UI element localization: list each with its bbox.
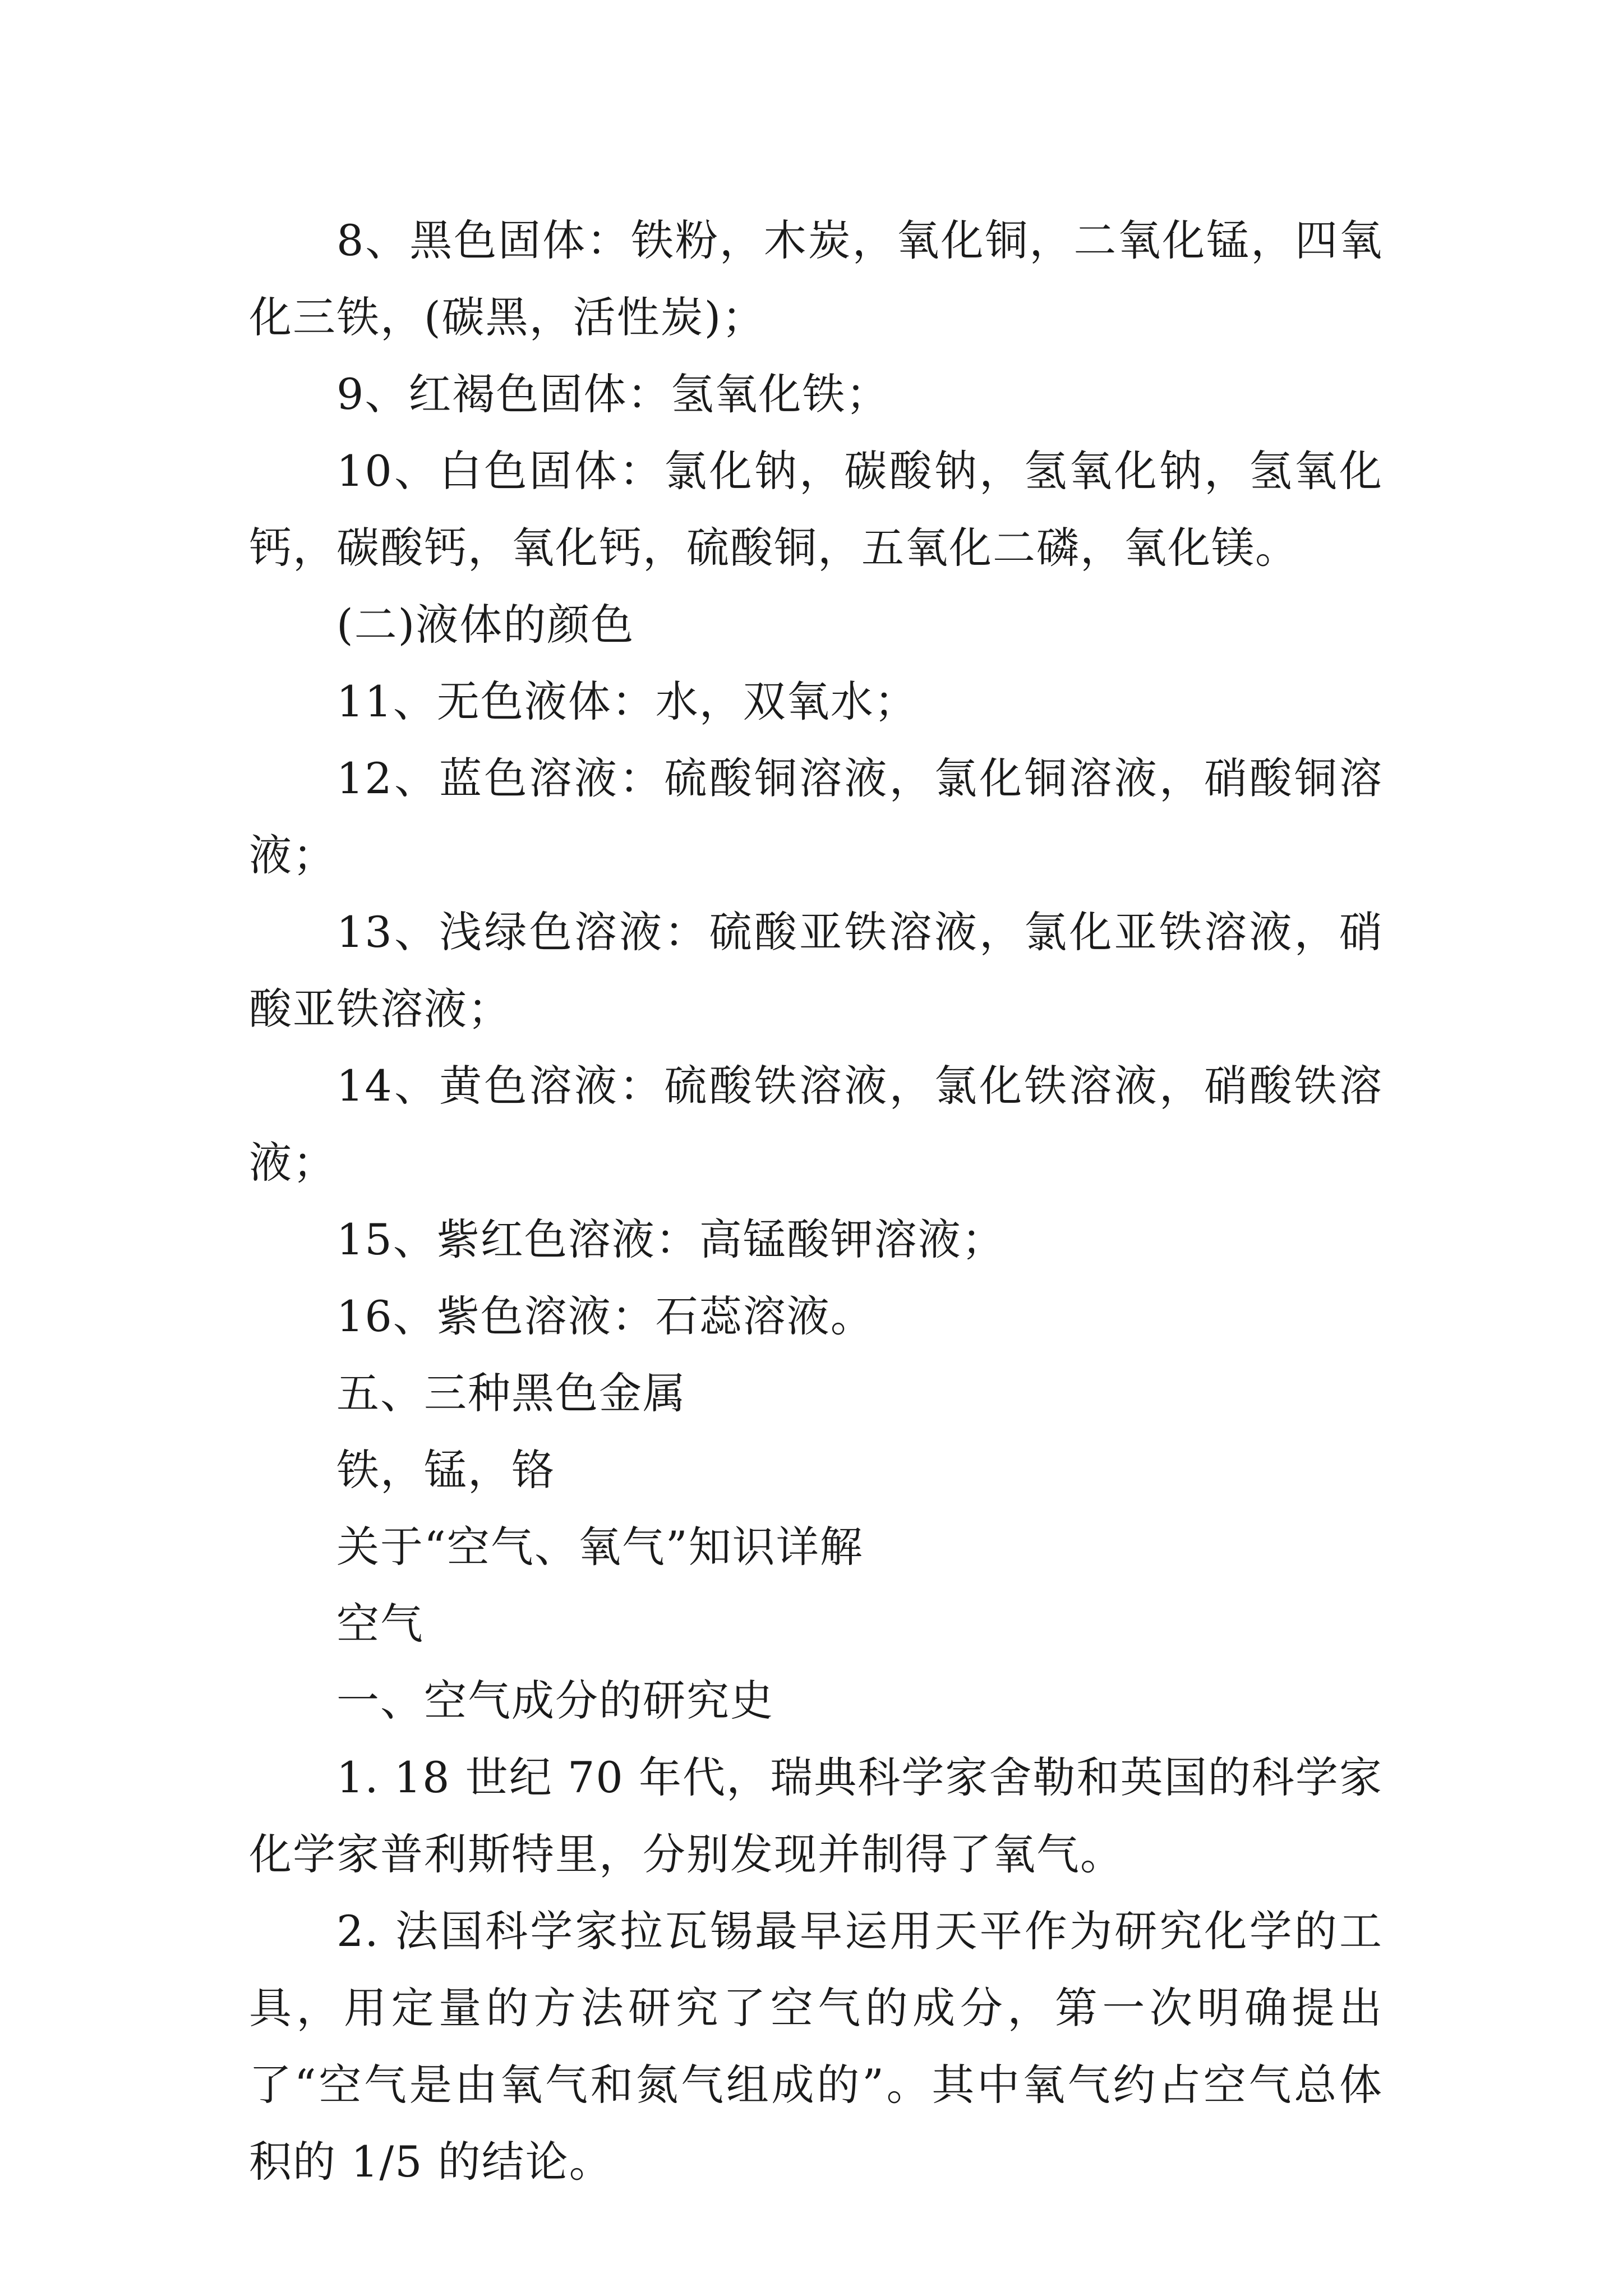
paragraph-yellow-solutions: 14、黄色溶液：硫酸铁溶液，氯化铁溶液，硝酸铁溶液； [249,1061,1383,1188]
section-heading-air-history: 一、空气成分的研究史 [336,1676,774,1726]
paragraph-purple-red-solutions: 15、紫红色溶液：高锰酸钾溶液； [336,1214,1006,1264]
paragraph-blue-solutions: 12、蓝色溶液：硫酸铜溶液，氯化铜溶液，硝酸铜溶液； [249,753,1383,880]
section-heading-black-metals: 五、三种黑色金属 [336,1368,686,1418]
document-body [249,202,1383,2200]
section-heading-air: 空气 [336,1599,424,1649]
section-heading-air-oxygen: 关于“空气、氧气”知识详解 [336,1522,864,1572]
paragraph-light-green-solutions: 13、浅绿色溶液：硫酸亚铁溶液，氯化亚铁溶液，硝酸亚铁溶液； [249,907,1383,1034]
paragraph-colorless-liquids: 11、无色液体：水，双氧水； [336,677,918,726]
paragraph-black-solids: 8、黑色固体：铁粉，木炭，氧化铜，二氧化锰，四氧化三铁，(碳黑，活性炭)； [249,215,1383,342]
section-heading-liquid-colors: (二)液体的颜色 [336,600,635,650]
paragraph-history-point-1: 1. 18 世纪 70 年代，瑞典科学家舍勒和英国的科学家化学家普利斯特里，分别发现并制得了氧气。 [249,1752,1383,1879]
paragraph-purple-solutions: 16、紫色溶液：石蕊溶液。 [336,1291,874,1341]
paragraph-red-brown-solids: 9、红褐色固体：氢氧化铁； [336,369,890,419]
paragraph-black-metals-list: 铁，锰，铬 [336,1445,555,1495]
paragraph-white-solids: 10、白色固体：氯化钠，碳酸钠，氢氧化钠，氢氧化钙，碳酸钙，氧化钙，硫酸铜，五氧化二磷，氧化镁。 [249,446,1383,573]
paragraph-history-point-2: 2. 法国科学家拉瓦锡最早运用天平作为研究化学的工具，用定量的方法研究了空气的成分，第一次明确提出了“空气是由氧气和氮气组成的”。其中氧气约占空气总体积的 1/5 的结论。 [249,1906,1383,2187]
